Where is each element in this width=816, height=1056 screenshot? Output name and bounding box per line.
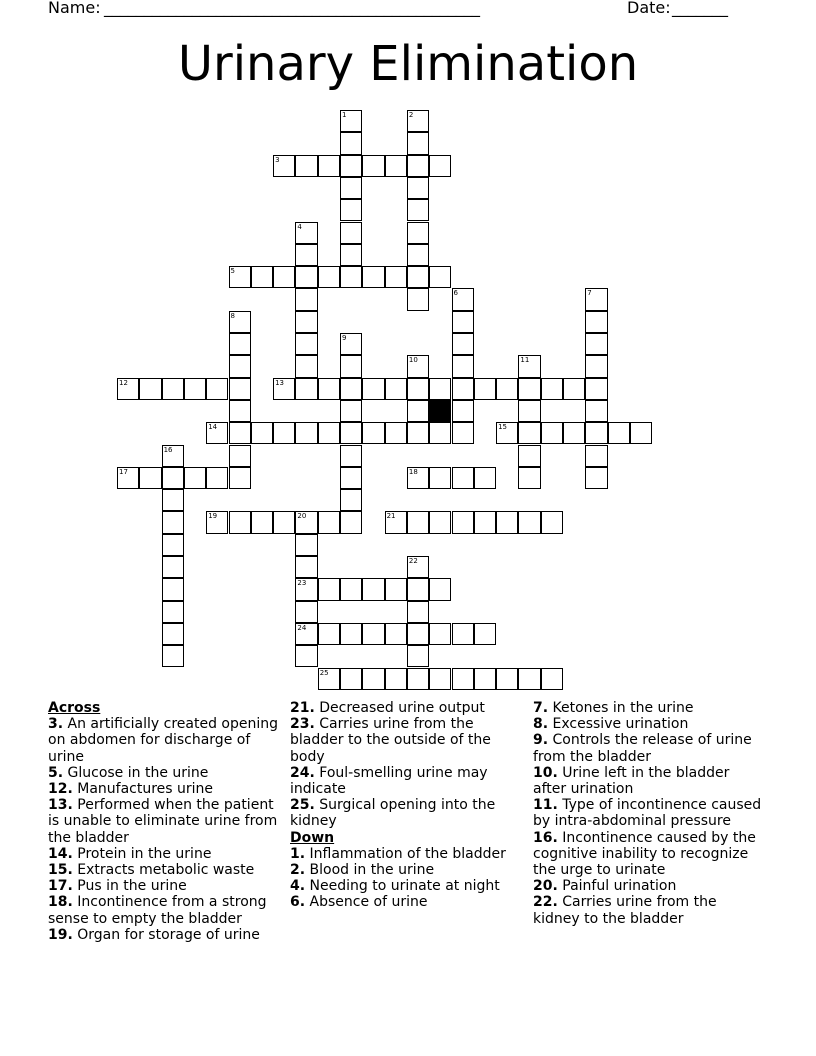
grid-cell[interactable] (206, 511, 228, 533)
grid-cell[interactable] (385, 623, 407, 645)
grid-cell[interactable] (162, 601, 184, 623)
grid-cell[interactable] (585, 333, 607, 355)
grid-cell[interactable] (295, 511, 317, 533)
grid-cell[interactable] (295, 333, 317, 355)
clue-down: 4. Needing to urinate at night (290, 878, 500, 895)
grid-cell[interactable] (318, 668, 340, 690)
clue-number: 7 (587, 289, 592, 298)
clue-number: 13 (275, 378, 285, 387)
grid-cell[interactable] (184, 378, 206, 400)
grid-cell[interactable] (340, 668, 362, 690)
grid-cell[interactable] (518, 467, 540, 489)
clue-number: 14 (208, 423, 218, 432)
grid-cell[interactable] (229, 445, 251, 467)
grid-cell[interactable] (229, 333, 251, 355)
grid-cell[interactable] (407, 132, 429, 154)
grid-cell[interactable] (474, 467, 496, 489)
grid-cell[interactable] (452, 355, 474, 377)
date-line[interactable]: _______ (672, 0, 728, 17)
grid-cell[interactable] (429, 511, 451, 533)
clue-number: 22 (408, 557, 418, 565)
grid-cell[interactable] (474, 668, 496, 690)
grid-cell[interactable] (585, 378, 607, 400)
clue-down: 9. Controls the release of urine from the bladder (533, 732, 752, 765)
page-title: Urinary Elimination (177, 36, 639, 92)
grid-cell[interactable] (563, 422, 585, 444)
clue-column-3 (533, 700, 763, 927)
grid-cell[interactable] (452, 311, 474, 333)
grid-cell[interactable] (496, 378, 518, 400)
grid-cell[interactable] (318, 511, 340, 533)
grid-cell[interactable] (295, 311, 317, 333)
clue-number: 21 (386, 512, 396, 521)
grid-cell[interactable] (162, 623, 184, 645)
grid-cell[interactable] (340, 266, 362, 288)
grid-cell[interactable] (518, 400, 540, 422)
grid-cell[interactable] (407, 668, 429, 690)
clue-number: 23 (297, 579, 307, 588)
grid-cell[interactable] (340, 355, 362, 377)
grid-cell[interactable] (429, 578, 451, 600)
grid-cell[interactable] (162, 556, 184, 578)
grid-cell[interactable] (162, 467, 184, 489)
clue-number: 8 (230, 311, 235, 320)
grid-cell[interactable] (340, 378, 362, 400)
grid-cell[interactable] (318, 378, 340, 400)
grid-cell[interactable] (429, 378, 451, 400)
grid-cell[interactable] (407, 177, 429, 199)
grid-cell[interactable] (407, 623, 429, 645)
grid-cell[interactable] (518, 668, 540, 690)
grid-cell[interactable] (295, 534, 317, 556)
grid-cell[interactable] (407, 355, 429, 377)
grid-cell[interactable] (206, 467, 228, 489)
clue-number: 16 (163, 445, 173, 454)
grid-cell[interactable] (295, 645, 317, 667)
grid-cell[interactable] (518, 378, 540, 400)
clue-number: 12 (119, 378, 128, 387)
grid-cell[interactable] (407, 467, 429, 489)
grid-cell[interactable] (518, 355, 540, 377)
clue-across: 15. Extracts metabolic waste (48, 862, 255, 879)
grid-cell[interactable] (162, 578, 184, 600)
clue-number: 3 (275, 155, 280, 164)
grid-cell[interactable] (295, 556, 317, 578)
grid-cell[interactable] (340, 578, 362, 600)
grid-cell[interactable] (251, 422, 273, 444)
grid-cell[interactable] (295, 288, 317, 310)
grid-cell[interactable] (340, 445, 362, 467)
grid-cell[interactable] (407, 378, 429, 400)
clue-down: 2. Blood in the urine (290, 862, 435, 879)
grid-cell[interactable] (229, 422, 251, 444)
grid-cell[interactable] (362, 266, 384, 288)
grid-cell[interactable] (273, 155, 295, 177)
grid-cell[interactable] (385, 378, 407, 400)
grid-cell[interactable] (541, 668, 563, 690)
clue-number: 25 (319, 668, 329, 677)
grid-cell[interactable] (362, 155, 384, 177)
clue-across: 12. Manufactures urine (48, 781, 214, 798)
grid-cell[interactable] (318, 623, 340, 645)
grid-cell[interactable] (385, 578, 407, 600)
grid-cell[interactable] (273, 511, 295, 533)
grid-cell[interactable] (585, 355, 607, 377)
clue-number: 19 (208, 512, 218, 521)
grid-cell[interactable] (452, 333, 474, 355)
grid-cell[interactable] (340, 155, 362, 177)
grid-cell[interactable] (362, 623, 384, 645)
clue-number: 6 (453, 289, 458, 298)
grid-cell[interactable] (295, 222, 317, 244)
clue-down: 22. Carries urine from the kidney to the bladder (533, 894, 717, 927)
grid-cell[interactable] (407, 222, 429, 244)
grid-cell[interactable] (340, 511, 362, 533)
clue-number: 17 (119, 467, 128, 476)
grid-cell[interactable] (496, 668, 518, 690)
clue-number: 4 (297, 222, 302, 231)
grid-cell[interactable] (273, 266, 295, 288)
grid-cell[interactable] (585, 467, 607, 489)
clue-number: 11 (520, 356, 530, 365)
grid-cell[interactable] (273, 422, 295, 444)
grid-cell[interactable] (139, 378, 161, 400)
name-label: Name: (48, 0, 101, 17)
grid-cell[interactable] (206, 422, 228, 444)
down-heading: Down (290, 829, 335, 846)
grid-cell[interactable] (340, 222, 362, 244)
grid-cell[interactable] (362, 378, 384, 400)
grid-cell[interactable] (585, 311, 607, 333)
grid-cell[interactable] (585, 422, 607, 444)
grid-cell[interactable] (340, 244, 362, 266)
grid-cell[interactable] (385, 422, 407, 444)
grid-cell[interactable] (229, 467, 251, 489)
grid-cell[interactable] (340, 467, 362, 489)
grid-cell[interactable] (117, 467, 139, 489)
grid-cell[interactable] (452, 400, 474, 422)
grid-cell[interactable] (229, 355, 251, 377)
grid-cell[interactable] (362, 422, 384, 444)
clue-across: 5. Glucose in the urine (48, 764, 209, 781)
grid-cell[interactable] (251, 266, 273, 288)
grid-cell[interactable] (229, 311, 251, 333)
grid-cell[interactable] (184, 467, 206, 489)
clue-column-1 (48, 700, 280, 943)
clue-down: 20. Painful urination (533, 878, 677, 895)
clue-number: 5 (230, 267, 235, 276)
clue-down: 6. Absence of urine (290, 894, 428, 911)
grid-cell[interactable] (162, 511, 184, 533)
grid-cell[interactable] (162, 645, 184, 667)
grid-cell[interactable] (385, 511, 407, 533)
clue-across: 19. Organ for storage of urine (48, 926, 260, 943)
grid-cell[interactable] (162, 489, 184, 511)
clue-across: 13. Performed when the patient is unable to eliminate urine from the bladder (48, 797, 278, 846)
grid-cell[interactable] (452, 668, 474, 690)
clue-across: 25. Surgical opening into the kidney (290, 797, 496, 830)
grid-cell[interactable] (139, 467, 161, 489)
grid-cell[interactable] (251, 511, 273, 533)
grid-cell[interactable] (229, 266, 251, 288)
grid-cell[interactable] (340, 132, 362, 154)
grid-cell[interactable] (407, 556, 429, 578)
grid-cell[interactable] (318, 422, 340, 444)
clue-down: 16. Incontinence caused by the cognitive inability to recognize the urge to urinate (533, 829, 756, 879)
grid-cell[interactable] (318, 155, 340, 177)
grid-cell[interactable] (295, 155, 317, 177)
clue-across: 24. Foul-smelling urine may indicate (290, 764, 488, 798)
grid-cell[interactable] (407, 511, 429, 533)
clue-number: 9 (342, 334, 347, 342)
grid-cell[interactable] (295, 378, 317, 400)
grid-cell[interactable] (229, 378, 251, 400)
grid-cell[interactable] (541, 378, 563, 400)
grid-cell[interactable] (452, 378, 474, 400)
clue-number: 1 (342, 111, 347, 119)
black-cell (429, 400, 451, 422)
grid-cell[interactable] (407, 110, 429, 132)
grid-cell[interactable] (340, 110, 362, 132)
clue-down: 8. Excessive urination (533, 716, 689, 733)
clue-number: 10 (408, 356, 418, 365)
grid-cell[interactable] (541, 422, 563, 444)
clue-column-2 (290, 700, 520, 911)
grid-cell[interactable] (429, 668, 451, 690)
grid-cell[interactable] (340, 422, 362, 444)
clue-down: 10. Urine left in the bladder after urination (533, 764, 730, 798)
date-label: Date: (627, 0, 671, 17)
grid-cell[interactable] (407, 645, 429, 667)
clue-across: 21. Decreased urine output (290, 700, 485, 716)
name-line[interactable]: _______________________________________________ (104, 0, 480, 17)
grid-cell[interactable] (229, 511, 251, 533)
grid-cell[interactable] (117, 378, 139, 400)
grid-cell[interactable] (295, 623, 317, 645)
grid-cell[interactable] (340, 489, 362, 511)
grid-cell[interactable] (295, 355, 317, 377)
grid-cell[interactable] (429, 623, 451, 645)
clue-across: 3. An artificially created opening on abdomen for discharge of urine (48, 716, 278, 765)
grid-cell[interactable] (318, 578, 340, 600)
grid-cell[interactable] (429, 266, 451, 288)
grid-cell[interactable] (541, 511, 563, 533)
grid-cell[interactable] (474, 511, 496, 533)
grid-cell[interactable] (340, 199, 362, 221)
clue-down: 7. Ketones in the urine (533, 700, 694, 716)
clue-across: 18. Incontinence from a strong sense to empty the bladder (48, 894, 267, 927)
grid-cell[interactable] (273, 378, 295, 400)
clue-number: 2 (408, 111, 414, 119)
grid-cell[interactable] (295, 601, 317, 623)
grid-cell[interactable] (585, 445, 607, 467)
grid-cell[interactable] (407, 199, 429, 221)
grid-cell[interactable] (630, 422, 652, 444)
grid-cell[interactable] (295, 244, 317, 266)
grid-cell[interactable] (452, 467, 474, 489)
grid-cell[interactable] (385, 155, 407, 177)
grid-cell[interactable] (608, 422, 630, 444)
grid-cell[interactable] (474, 623, 496, 645)
grid-cell[interactable] (385, 266, 407, 288)
grid-cell[interactable] (407, 244, 429, 266)
grid-cell[interactable] (496, 422, 518, 444)
grid-cell[interactable] (340, 333, 362, 355)
clue-number: 15 (498, 423, 508, 432)
clue-number: 18 (408, 467, 418, 476)
grid-cell[interactable] (407, 155, 429, 177)
grid-cell[interactable] (385, 668, 407, 690)
grid-cell[interactable] (518, 511, 540, 533)
grid-cell[interactable] (407, 400, 429, 422)
clue-across: 17. Pus in the urine (48, 878, 187, 895)
grid-cell[interactable] (452, 288, 474, 310)
grid-cell[interactable] (474, 378, 496, 400)
grid-cell[interactable] (496, 511, 518, 533)
grid-cell[interactable] (585, 288, 607, 310)
grid-cell[interactable] (429, 155, 451, 177)
grid-cell[interactable] (340, 400, 362, 422)
grid-cell[interactable] (362, 668, 384, 690)
grid-cell[interactable] (162, 378, 184, 400)
grid-cell[interactable] (340, 623, 362, 645)
grid-cell[interactable] (407, 578, 429, 600)
grid-cell[interactable] (295, 266, 317, 288)
clue-number: 20 (297, 512, 307, 521)
grid-cell[interactable] (407, 266, 429, 288)
grid-cell[interactable] (563, 378, 585, 400)
grid-cell[interactable] (318, 266, 340, 288)
clue-down: 11. Type of incontinence caused by intra-abdominal pressure (533, 797, 762, 830)
grid-cell[interactable] (585, 400, 607, 422)
across-heading: Across (48, 700, 101, 716)
grid-cell[interactable] (407, 422, 429, 444)
grid-cell[interactable] (295, 422, 317, 444)
grid-cell[interactable] (452, 422, 474, 444)
grid-cell[interactable] (206, 378, 228, 400)
grid-cell[interactable] (429, 467, 451, 489)
grid-cell[interactable] (452, 511, 474, 533)
grid-cell[interactable] (362, 578, 384, 600)
grid-cell[interactable] (162, 534, 184, 556)
clue-number: 24 (297, 623, 307, 632)
grid-cell[interactable] (452, 623, 474, 645)
grid-cell[interactable] (518, 422, 540, 444)
clue-down: 1. Inflammation of the bladder (290, 845, 506, 862)
grid-cell[interactable] (518, 445, 540, 467)
grid-cell[interactable] (407, 288, 429, 310)
grid-cell[interactable] (429, 422, 451, 444)
clue-across: 14. Protein in the urine (48, 845, 212, 862)
grid-cell[interactable] (295, 578, 317, 600)
grid-cell[interactable] (229, 400, 251, 422)
clue-across: 23. Carries urine from the bladder to the outside of the body (290, 716, 491, 765)
grid-cell[interactable] (407, 601, 429, 623)
grid-cell[interactable] (340, 177, 362, 199)
grid-cell[interactable] (162, 445, 184, 467)
